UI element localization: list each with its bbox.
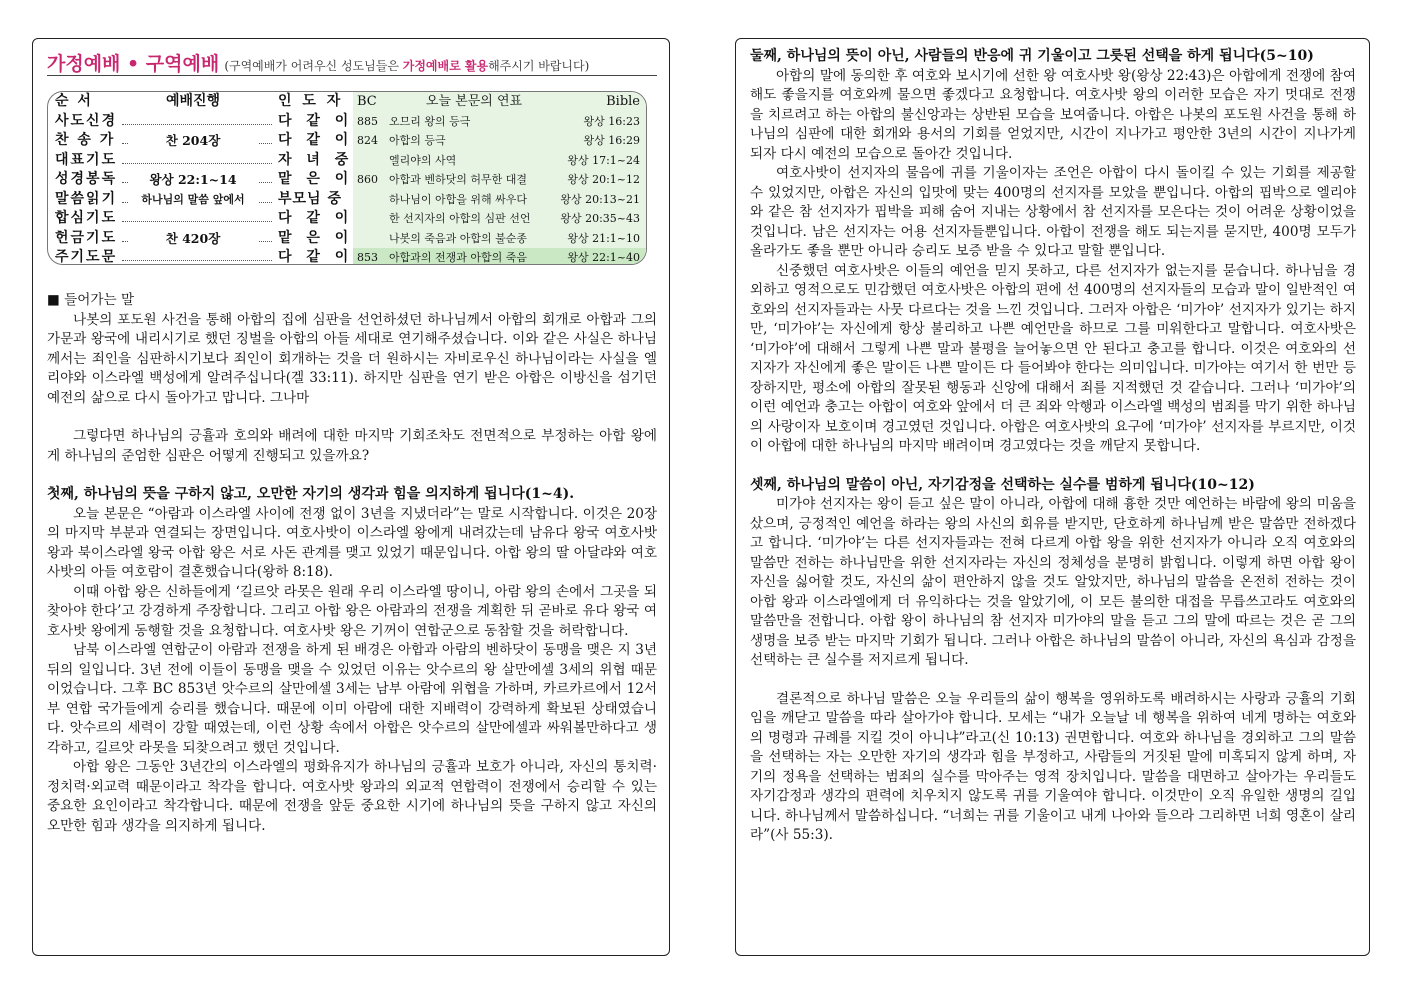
left-body-text xyxy=(47,291,657,836)
paragraph: 아합의 말에 동의한 후 여호와 보시기에 선한 왕 여호사밧 왕(왕상 22:43)은 아합에게 전쟁에 참여해도 좋을지를 여호와께 물으면 좋겠다고 요청합니다. 여호사밧 왕의 이러한 모습은 자기 멋대로 전쟁을 치르려고 하는 아합의 불신앙과는 상반된 모습을 보여줍니다. 아합은 나봇의 포도원 사건을 통해 하나님의 심판에 대한 회개와 용서의 기회를 얻었지만, 시간이 지나가고 평안한 3년의 시간이 지나가게 되자 다시 예전의 모습으로 돌아간 것입니다. xyxy=(750,67,1356,162)
timeline-row: 나봇의 죽음과 아합의 불순종 왕상 21:1~10 xyxy=(389,231,640,245)
left-page xyxy=(32,38,670,956)
paragraph: 그렇다면 하나님의 긍휼과 호의와 배려에 대한 마지막 기회조차도 전면적으로 부정하는 아합 왕에게 하나님의 준엄한 심판은 어떻게 진행되고 있을까요? xyxy=(47,428,657,464)
conclusion-paragraph: 결론적으로 하나님 말씀은 오늘 우리들의 삶이 행복을 영위하도록 배려하시는 사랑과 긍휼의 기회임을 깨닫고 말씀을 따라 살아가야 합니다. 모세는 “내가 오늘날 네 행복을 위하여 네게 명하는 여호와의 명령과 규례를 지킬 것이 아니냐”라고(신 10:13) 권면합니다. 여호와 하나님을 경외하고 그의 말씀을 선택하는 자는 오만한 자기의 생각과 힘을 부정하고, 사람들의 거짓된 말에 미혹되지 않게 하며, 자기의 정욕을 선택하는 범죄의 실수를 막아주는 영적 장치입니다. 말씀을 대면하고 살아가는 우리들도 자기감정과 생각의 편력에 치우치지 않도록 귀를 기울여야 합니다. 이것만이 오직 유일한 생명의 길입니다. 하나님께서 말씀하십니다. “너희는 귀를 기울이고 내게 나아와 들으라 그리하면 너희 영혼이 살리라”(사 55:3). xyxy=(750,690,1356,843)
timeline-table xyxy=(353,92,646,264)
section-heading: 둘째, 하나님의 뜻이 아닌, 사람들의 반응에 귀 기울이고 그릇된 선택을 하게 됩니다(5~10) xyxy=(750,48,1314,64)
paragraph: 남북 이스라엘 연합군이 아람과 전쟁을 하게 된 배경은 아합과 아람의 벤하닷이 동맹을 맺은 지 3년 뒤의 일입니다. 3년 전에 이들이 동맹을 맺을 수 있었던 이유는 앗수르의 왕 살만에셀 3세의 위협 때문이었습니다. 그후 BC 853년 앗수르의 살만에셀 3세는 남부 아람에 위협을 가하며, 카르카르에서 12서부 연합 국가들에게 승리를 했습니다. 때문에 이미 아람에 대한 지배력이 강력하게 확보된 상태였습니다. 앗수르의 세력이 강할 때였는데, 이런 상황 속에서 아합은 앗수르의 살만에셀과 싸워볼만하다고 생각하고, 길르앗 라못을 되찾으려고 했던 것입니다. xyxy=(47,642,657,756)
intro-heading: ■ 들어가는 말 xyxy=(47,292,135,308)
paragraph: 나봇의 포도원 사건을 통해 아합의 집에 심판을 선언하셨던 하나님께서 아합의 회개로 아합과 그의 가문과 왕국에 내리시기로 했던 징벌을 아합의 아들 세대로 연기해주셨습니다. 이와 같은 사실은 하나님께서는 죄인을 심판하시기보다 죄인이 회개하는 것을 더 원하시는 자비로우신 하나님이라는 사실을 엘리야와 이스라엘 백성에게 알려주십니다(겔 33:11). 하지만 심판을 연기 받은 아합은 이방신을 섬기던 예전의 삶으로 다시 돌아가고 맙니다. 그나마 xyxy=(47,311,657,406)
worship-title: 가정예배 • 구역예배 xyxy=(47,53,220,75)
paragraph: 신중했던 여호사밧은 이들의 예언을 믿지 못하고, 다른 선지자가 없는지를 묻습니다. 하나님을 경외하고 영적으로도 민감했던 여호사밧은 아합의 편에 선 400명의 선지자들의 모습과 말이 일반적인 여호와의 선지자들과는 사뭇 다르다는 것을 느낀 것입니다. 그러자 아합은 ‘미가야’ 선지자가 있기는 하지만, ‘미가야’는 자신에게 항상 불리하고 나쁜 예언만을 하므로 그를 미워한다고 말합니다. 여호사밧은 ‘미가야’에 대해서 그렇게 나쁜 말과 불평을 늘어놓으면 안 된다고 충고를 합니다. 이것은 여호와의 선지자가 자신에게 좋은 말이든 나쁜 말이든 다 들어봐야 한다는 의미입니다. 미가야는 여기서 한 번만 등장하지만, 평소에 아합의 잘못된 행동과 신앙에 대해서 죄를 지적했던 것 같습니다. 그러나 ‘미가야’의 이런 예언과 충고는 아합이 여호와 앞에서 더 큰 죄와 악행과 이스라엘 백성의 범죄를 막기 위한 하나님의 사랑이자 보호이며 경고였던 것입니다. 아합은 여호사밧의 요구에 ‘미가야’ 선지자를 부르지만, 이것이 아합에 대한 하나님의 마지막 배려이며 경고였다는 것을 깨닫지 못합니다. xyxy=(750,262,1356,454)
order-row: 말씀읽기 하나님의 말씀 앞에서 부모님 중 xyxy=(48,190,353,210)
timeline-row: 824 아합의 등극 왕상 16:29 xyxy=(357,134,640,147)
order-row: 찬 송 가 찬 204장 다 같 이 xyxy=(48,131,353,151)
timeline-row: 885 오므리 왕의 등극 왕상 16:23 xyxy=(357,114,640,128)
worship-order-table xyxy=(48,92,353,264)
order-header-row: 순 서 예배진행 인 도 자 xyxy=(55,93,344,109)
worship-header xyxy=(47,49,657,76)
order-row: 주기도문 다 같 이 xyxy=(55,249,354,265)
timeline-row: 860 아합과 벤하닷의 허무한 대결 왕상 20:1~12 xyxy=(357,173,640,186)
paragraph: 아합 왕은 그동안 3년간의 이스라엘의 평화유지가 하나님의 긍휼과 보호가 아니라, 자신의 통치력·정치력·외교력 때문이라고 착각을 합니다. 여호사밧 왕과의 외교적 연합력이 전쟁에서 승리할 수 있는 중요한 요인이라고 착각합니다. 때문에 전쟁을 앞둔 중요한 시기에 하나님의 뜻을 구하지 않고 자신의 오만한 힘과 생각을 의지하게 됩니다. xyxy=(47,759,657,834)
paragraph: 여호사밧이 선지자의 물음에 귀를 기울이자는 조언은 아합이 다시 돌이킬 수 있는 기회를 제공할 수 있었지만, 아합은 자신의 입맛에 맞는 400명의 선지자를 모았을 뿐입니다. 아합의 핍박으로 엘리야와 같은 참 선지자가 핍박을 피해 숨어 지내는 상황에서 참 선지자를 모은다는 것이 어려운 상황이었을 것입니다. 남은 선지자는 어용 선지자들뿐입니다. 아합이 전쟁을 해도 되는지를 묻지만, 400명 모두가 올라가도 좋을 뿐만 아니라 승리도 보증 받을 수 있다고 말할 뿐입니다. xyxy=(750,165,1356,259)
order-row: 성경봉독 왕상 22:1~14 맡 은 이 xyxy=(48,170,353,190)
timeline-row: 엘리야의 사역 왕상 17:1~24 xyxy=(389,153,640,167)
worship-order-box xyxy=(47,91,647,265)
order-row: 합심기도 다 같 이 xyxy=(55,210,354,226)
right-page xyxy=(735,38,1370,956)
order-row: 사도신경 다 같 이 xyxy=(55,112,354,129)
paragraph: 미가야 선지자는 왕이 듣고 싶은 말이 아니라, 아합에 대해 흉한 것만 예언하는 바람에 왕의 미움을 샀으며, 긍정적인 예언을 하라는 왕의 사신의 회유를 받지만, 단호하게 하나님께 받은 말씀만 전하겠다고 합니다. ‘미가야’는 다른 선지자들과는 전혀 다르게 아합 왕을 위한 선지자가 아니라 오직 여호와의 말씀만 전하는 하나님만을 위한 선지자라는 자신의 정체성을 분명히 밝힙니다. 이렇게 하면 아합 왕이 자신을 싫어할 것도, 자신의 삶이 편안하지 않을 것도 알았지만, 하나님의 말씀을 온전히 전하는 것이 아합 왕과 이스라엘에게 더 유익하다는 것을 알았기에, 이 모든 불의한 대접을 무릅쓰고라도 여호와의 말씀만을 전합니다. 아합 왕이 하나님의 참 선지자 미가야의 말을 듣고 그의 말에 따르는 것은 곧 그의 생명을 보증 받는 마지막 기회가 됩니다. 그러나 아합은 하나님의 말씀이 아니라, 자신의 욕심과 감정을 선택하는 큰 실수를 저지르게 됩니다. xyxy=(750,496,1356,668)
worship-subtitle: (구역예배가 어려우신 성도님들은 가정예배로 활용해주시기 바랍니다) xyxy=(224,59,590,73)
timeline-header-row: BC 오늘 본문의 연표 Bible xyxy=(357,94,640,109)
timeline-row: 853 아합과의 전쟁과 아합의 죽음 왕상 22:1~40 xyxy=(353,248,646,265)
paragraph: 오늘 본문은 “아람과 이스라엘 사이에 전쟁 없이 3년을 지냈더라”는 말로 시작합니다. 이것은 20장의 마지막 부분과 연결되는 장면입니다. 여호사밧이 이스라엘 왕에게 내려갔는데 남유다 왕국 여호사밧 왕과 북이스라엘 왕국 아합 왕은 서로 사돈 관계를 맺고 있었기 때문입니다. 아합 왕의 딸 아달랴와 여호사밧의 아들 여호람이 결혼했습니다(왕하 8:18). xyxy=(47,505,657,580)
header-rule xyxy=(47,75,657,76)
order-row: 대표기도 자 녀 중 xyxy=(55,151,354,168)
timeline-row: 하나님이 아합을 위해 싸우다 왕상 20:13~21 xyxy=(389,192,640,206)
section-heading: 첫째, 하나님의 뜻을 구하지 않고, 오만한 자기의 생각과 힘을 의지하게 됩니다(1~4). xyxy=(47,486,575,502)
timeline-row: 한 선지자의 아합의 심판 선언 왕상 20:35~43 xyxy=(389,212,640,225)
right-body-text xyxy=(750,47,1356,846)
order-row: 헌금기도 찬 420장 맡 은 이 xyxy=(48,229,353,249)
paragraph: 이때 아합 왕은 신하들에게 ‘길르앗 라못은 원래 우리 이스라엘 땅이니, 아람 왕의 손에서 그곳을 되찾아야 한다’고 강경하게 주장합니다. 그리고 아합 왕은 아람과의 전쟁을 계획한 뒤 곧바로 유다 왕국 여호사밧 왕에게 동행할 것을 요청합니다. 여호사밧 왕은 기꺼이 연합군으로 동참할 것을 허락합니다. xyxy=(47,583,657,639)
section-heading: 셋째, 하나님의 말씀이 아닌, 자기감정을 선택하는 실수를 범하게 됩니다(10~12) xyxy=(750,476,1255,493)
